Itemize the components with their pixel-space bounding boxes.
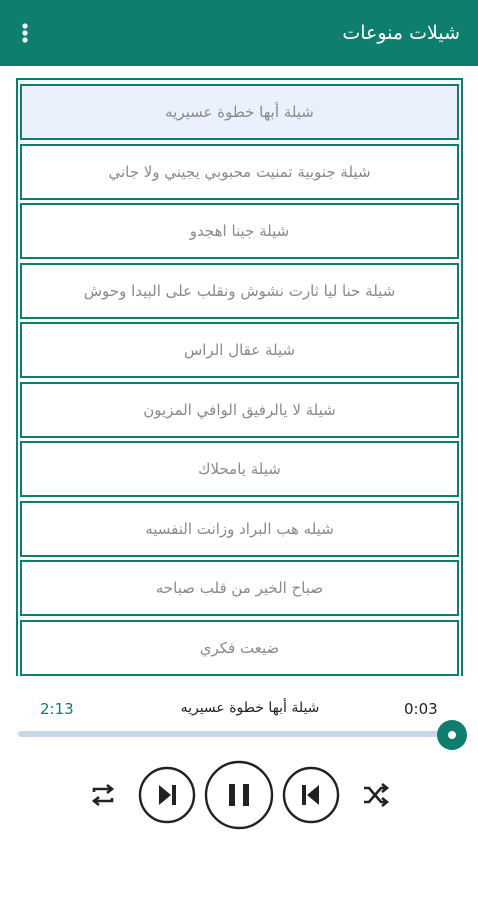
- player-panel: [0, 686, 478, 900]
- track-list-item-label: شيله هب البراد وزانت النفسيه: [145, 519, 334, 538]
- track-list-item[interactable]: [20, 501, 459, 557]
- track-list-item[interactable]: [20, 263, 459, 319]
- track-list-item-label: شيلة أبها خطوة عسيريه: [165, 103, 314, 121]
- previous-button[interactable]: [282, 766, 340, 824]
- track-list-item[interactable]: [20, 84, 459, 140]
- track-list-item[interactable]: [20, 441, 459, 497]
- track-list-item[interactable]: [20, 560, 459, 616]
- track-list-item-label: ضيعت فكري: [199, 638, 280, 657]
- pause-button[interactable]: [204, 760, 274, 830]
- track-list-item-label: شيلة جنوبية تمنيت محبوبي يجيني ولا جاني: [108, 162, 371, 181]
- track-list-item-label: شيلة عقال الراس: [183, 341, 296, 359]
- app-title: شيلات منوعات: [342, 22, 460, 44]
- shuffle-button[interactable]: [356, 776, 394, 814]
- track-list-item[interactable]: [20, 203, 459, 259]
- track-list-item[interactable]: [20, 382, 459, 438]
- track-list-item-label: شيلة لا يالرفيق الوافي المزيون: [143, 400, 336, 419]
- track-list-item[interactable]: [20, 322, 459, 378]
- track-list-frame[interactable]: [16, 78, 463, 676]
- shuffle-icon: [356, 776, 394, 814]
- track-list-item-label: شيلة جينا اهجدو: [189, 222, 290, 240]
- track-list-item-label: شيلة حنا ليا ثارت نشوش ونقلب على البيدا وحوش: [83, 281, 396, 300]
- repeat-button[interactable]: [84, 776, 122, 814]
- skip-next-icon: [138, 766, 196, 824]
- pause-icon: [204, 760, 274, 830]
- now-playing-title: شيلة أبها خطوة عسيريه: [180, 700, 320, 716]
- next-button[interactable]: [138, 766, 196, 824]
- track-list-item-label: صباح الخير من قلب صباحه: [155, 579, 324, 597]
- track-list-item-label: شيلة يامحلاك: [198, 460, 281, 478]
- total-time: 0:03: [404, 700, 438, 718]
- seek-knob[interactable]: [437, 720, 467, 750]
- elapsed-time: 2:13: [40, 700, 74, 718]
- seek-track-fill: [18, 731, 448, 737]
- track-list-item[interactable]: [20, 620, 459, 676]
- repeat-icon: [84, 776, 122, 814]
- app-bar: [0, 0, 478, 66]
- more-vert-icon[interactable]: [12, 20, 38, 46]
- track-list-item[interactable]: [20, 144, 459, 200]
- skip-previous-icon: [282, 766, 340, 824]
